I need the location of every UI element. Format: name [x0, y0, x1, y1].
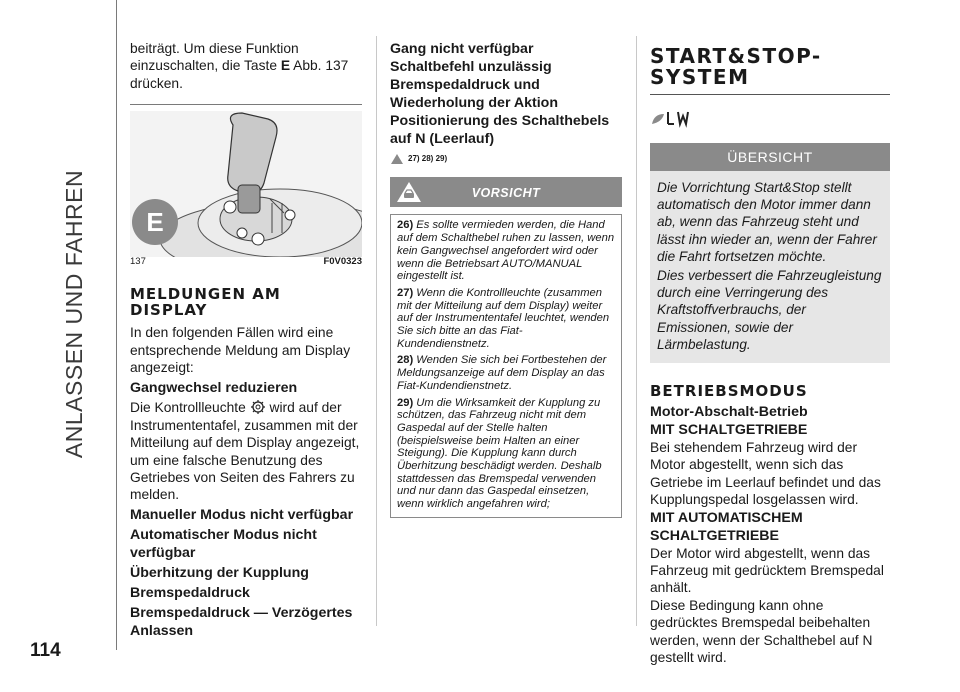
eco-references [650, 107, 890, 129]
eco-leaf-icon [650, 108, 694, 128]
page-number: 114 [30, 640, 61, 661]
warning-notes-box [390, 214, 622, 517]
column-left [130, 40, 362, 640]
heading-clutch-overheat: Überhitzung der Kupplung [130, 564, 309, 581]
auto-gearbox-paragraph: Diese Bedingung kann ohne gedrücktes Bremspedal beibehalten werden, wenn der Schalthebel auf N gestellt wird. [650, 597, 873, 666]
heading-display-messages: MELDUNGEN AM DISPLAY [130, 285, 281, 320]
overview-paragraph: Dies verbessert die Fahrzeugleistung durch eine Verringerung des Kraftstoffverbrauchs, der Emissionen, sowie der Lärmbelastung. [657, 268, 882, 352]
heading-brake-delay: Bremspedaldruck — Verzögertes Anlassen [130, 604, 353, 639]
warning-triangle-icon [390, 153, 404, 165]
figure-ref: F0V0323 [323, 256, 362, 268]
heading-brake-repeat: Bremspedaldruck und Wiederholung der Aktion [390, 77, 559, 111]
column-middle [390, 40, 622, 518]
overview-header: ÜBERSICHT [650, 143, 890, 171]
column-divider [636, 36, 637, 626]
warning-note: 28) Wenden Sie sich bei Fortbestehen der Meldungsanzeige auf dem Display an das Fiat-Kundendienstnetz. [397, 354, 607, 392]
figure-137 [130, 104, 362, 270]
heading-manual-mode: Manueller Modus nicht verfügbar [130, 506, 354, 523]
intro-paragraph: beiträgt. Um diese Funktion einzuschalten, die Taste E Abb. 137 drücken. [130, 41, 349, 91]
gear-warning-icon [250, 400, 266, 414]
heading-gear-change: Gangwechsel reduzieren [130, 380, 298, 397]
warning-note: 29) Um die Wirksamkeit der Kupplung zu schützen, das Fahrzeug nicht mit dem Gaspedal auf der Stelle halten (beispielsweise beim Halten an einer Steigung). Die Kupplung kann durch Überhitzung beschädigt werden. Deshalb stattdessen das Bremspedal verwenden und nur dann das Gaspedal einsetzen, wenn wirklich angefahren wird; [397, 396, 602, 511]
sidebar-divider [116, 0, 117, 650]
gear-change-paragraph: Die Kontrollleuchte wird auf der Instrumententafel, zusammen mit der Mitteilung auf dem Display angezeigt, um eine falsche Benutzung des Getriebes von Seiten des Fahrers zu melden. [130, 400, 360, 503]
heading-gear-unavailable: Gang nicht verfügbar [390, 41, 534, 57]
heading-start-stop: START&STOP-SYSTEM [650, 44, 822, 89]
heading-manual-gearbox: MIT SCHALTGETRIEBE [650, 422, 808, 439]
heading-shift-invalid: Schaltbefehl unzulässig [390, 59, 552, 75]
heading-operating-mode: BETRIEBSMODUS [650, 382, 808, 401]
warning-note: 27) Wenn die Kontrollleuchte (zusammen mit der Mitteilung auf dem Display) weiter auf der Instrumententafel leuchtet, wenden Sie sich bitte an das Fiat-Kundendienstnetz. [397, 286, 610, 350]
e-button-badge: E [132, 199, 178, 245]
auto-gearbox-paragraph: Der Motor wird abgestellt, wenn das Fahrzeug mit gedrücktem Bremspedal anhält. [650, 545, 884, 596]
heading-auto-gearbox: MIT AUTOMATISCHEM SCHALTGETRIEBE [650, 509, 803, 544]
warning-note: 26) Es sollte vermieden werden, die Hand auf dem Schalthebel ruhen zu lassen, wenn kein Gangwechsel angefordert wird oder wenn die Betriebsart AUTO/MANUAL eingestellt ist. [397, 219, 615, 283]
overview-paragraph: Die Vorrichtung Start&Stop stellt automatisch den Motor immer dann ab, wenn das Fahrzeug steht und lässt ihn wieder an, wenn der Fahrer die Fahrt fortsetzen möchte. [657, 180, 877, 264]
section-title-vertical: ANLASSEN UND FAHREN [61, 169, 87, 459]
column-divider [376, 36, 377, 626]
heading-auto-mode: Automatischer Modus nicht verfügbar [130, 526, 317, 561]
display-paragraph: In den folgenden Fällen wird eine entsprechende Meldung am Display angezeigt: [130, 325, 351, 376]
note-references: 27) 28) 29) [390, 150, 622, 167]
warning-title: VORSICHT [471, 186, 541, 201]
heading-rule [650, 94, 890, 95]
heading-neutral-position: Positionierung des Schalthebels auf N (Leerlauf) [390, 113, 610, 147]
overview-box [650, 171, 890, 363]
warning-header-bar [390, 177, 622, 207]
heading-brake-pressure: Bremspedaldruck [130, 584, 250, 601]
heading-engine-off: Motor-Abschalt-Betrieb [650, 404, 808, 421]
figure-caption [130, 256, 362, 268]
figure-number: 137 [130, 256, 146, 268]
manual-gearbox-paragraph: Bei stehendem Fahrzeug wird der Motor abgestellt, wenn sich das Getriebe im Leerlauf befindet und das Kupplungspedal losgelassen wird. [650, 440, 881, 508]
column-right [650, 40, 890, 667]
key-e-label: E [280, 58, 291, 74]
